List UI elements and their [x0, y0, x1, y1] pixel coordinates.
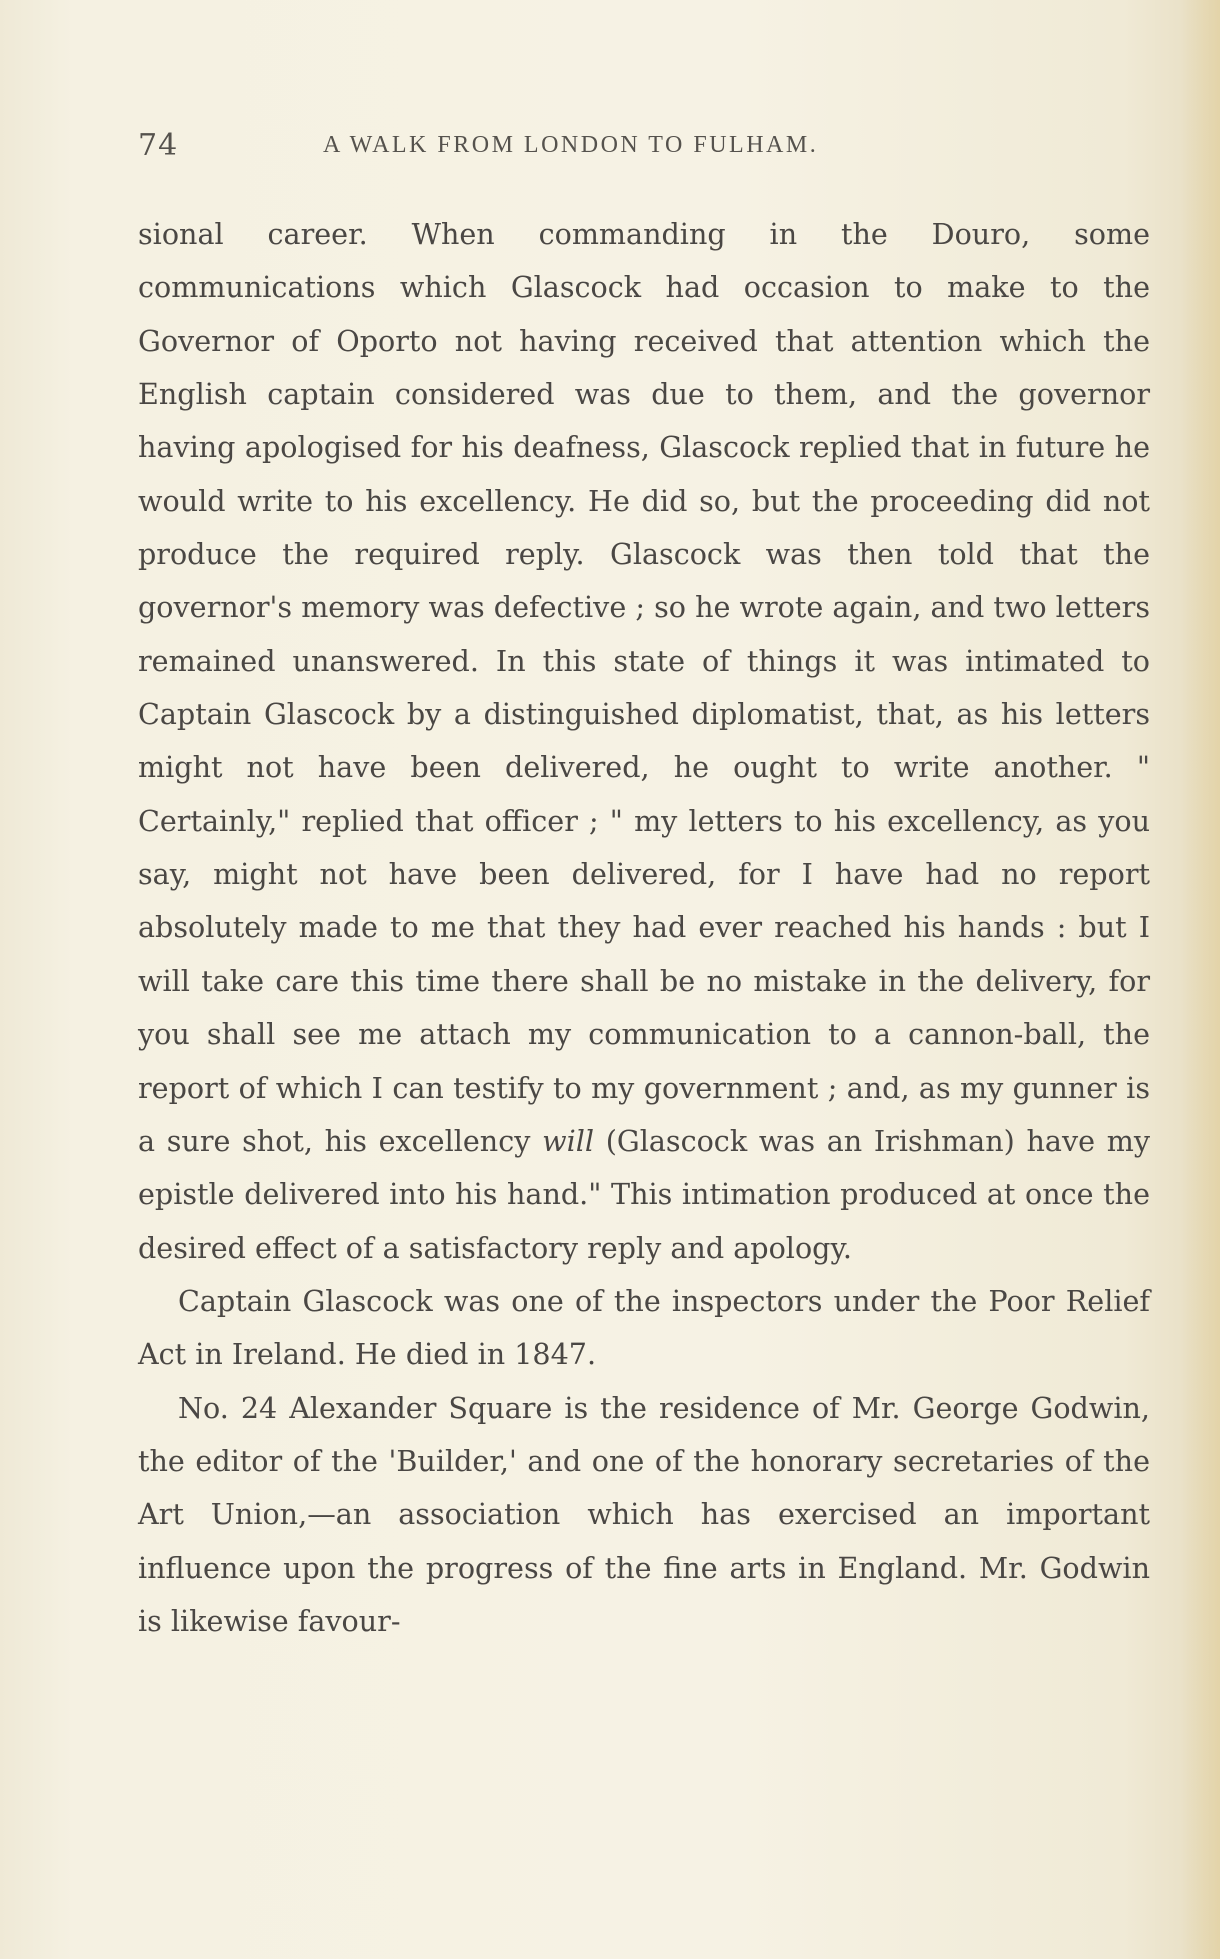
paragraph-2: Captain Glascock was one of the inspectors under the Poor Relief Act in Ireland. He died in 1847.: [138, 1283, 1150, 1372]
running-title: A WALK FROM LONDON TO FULHAM.: [323, 132, 819, 158]
paragraph-1-italic-word: will: [542, 1123, 595, 1158]
paragraph-3: No. 24 Alexander Square is the residence of Mr. George Godwin, the editor of the 'Builder,' and one of the honorary secretaries of the Art Union,—an association which has exercised an important influence upon the progress of the fine arts in England. Mr. Godwin is likewise favour-: [138, 1390, 1150, 1638]
body-text: [138, 208, 1150, 1648]
paragraph-1-text-b: (Glascock was an Irishman) have my epistle delivered into his hand." This intimation produced at once the desired effect of a satisfactory reply and apology.: [138, 1123, 1150, 1265]
page-header: [138, 128, 1138, 168]
page-edge-shading: [1180, 0, 1220, 1959]
paragraph-1-text-a: sional career. When commanding in the Douro, some communications which Glascock had occasion to make to the Governor of Oporto not having received that attention which the English captain considered was due to them, and the governor having apologised for his deafness, Glascock replied that in future he would write to his excellency. He did so, but the proceeding did not produce the required reply. Glascock was then told that the governor's memory was defective ; so he wrote again, and two letters remained unanswered. In this state of things it was intimated to Captain Glascock by a distinguished diplomatist, that, as his letters might not have been delivered, he ought to write another. " Certainly," replied that officer ; " my letters to his excellency, as you say, might not have been delivered, for I have had no report absolutely made to me that they had ever reached his hands : but I will take care this time there shall be no mistake in the delivery, for you shall see me attach my communication to a cannon-ball, the report of which I can testify to my government ; and, as my gunner is a sure shot, his excellency: [138, 217, 1150, 1158]
page-number: 74: [138, 128, 179, 163]
paragraph-1: [138, 208, 1150, 1275]
